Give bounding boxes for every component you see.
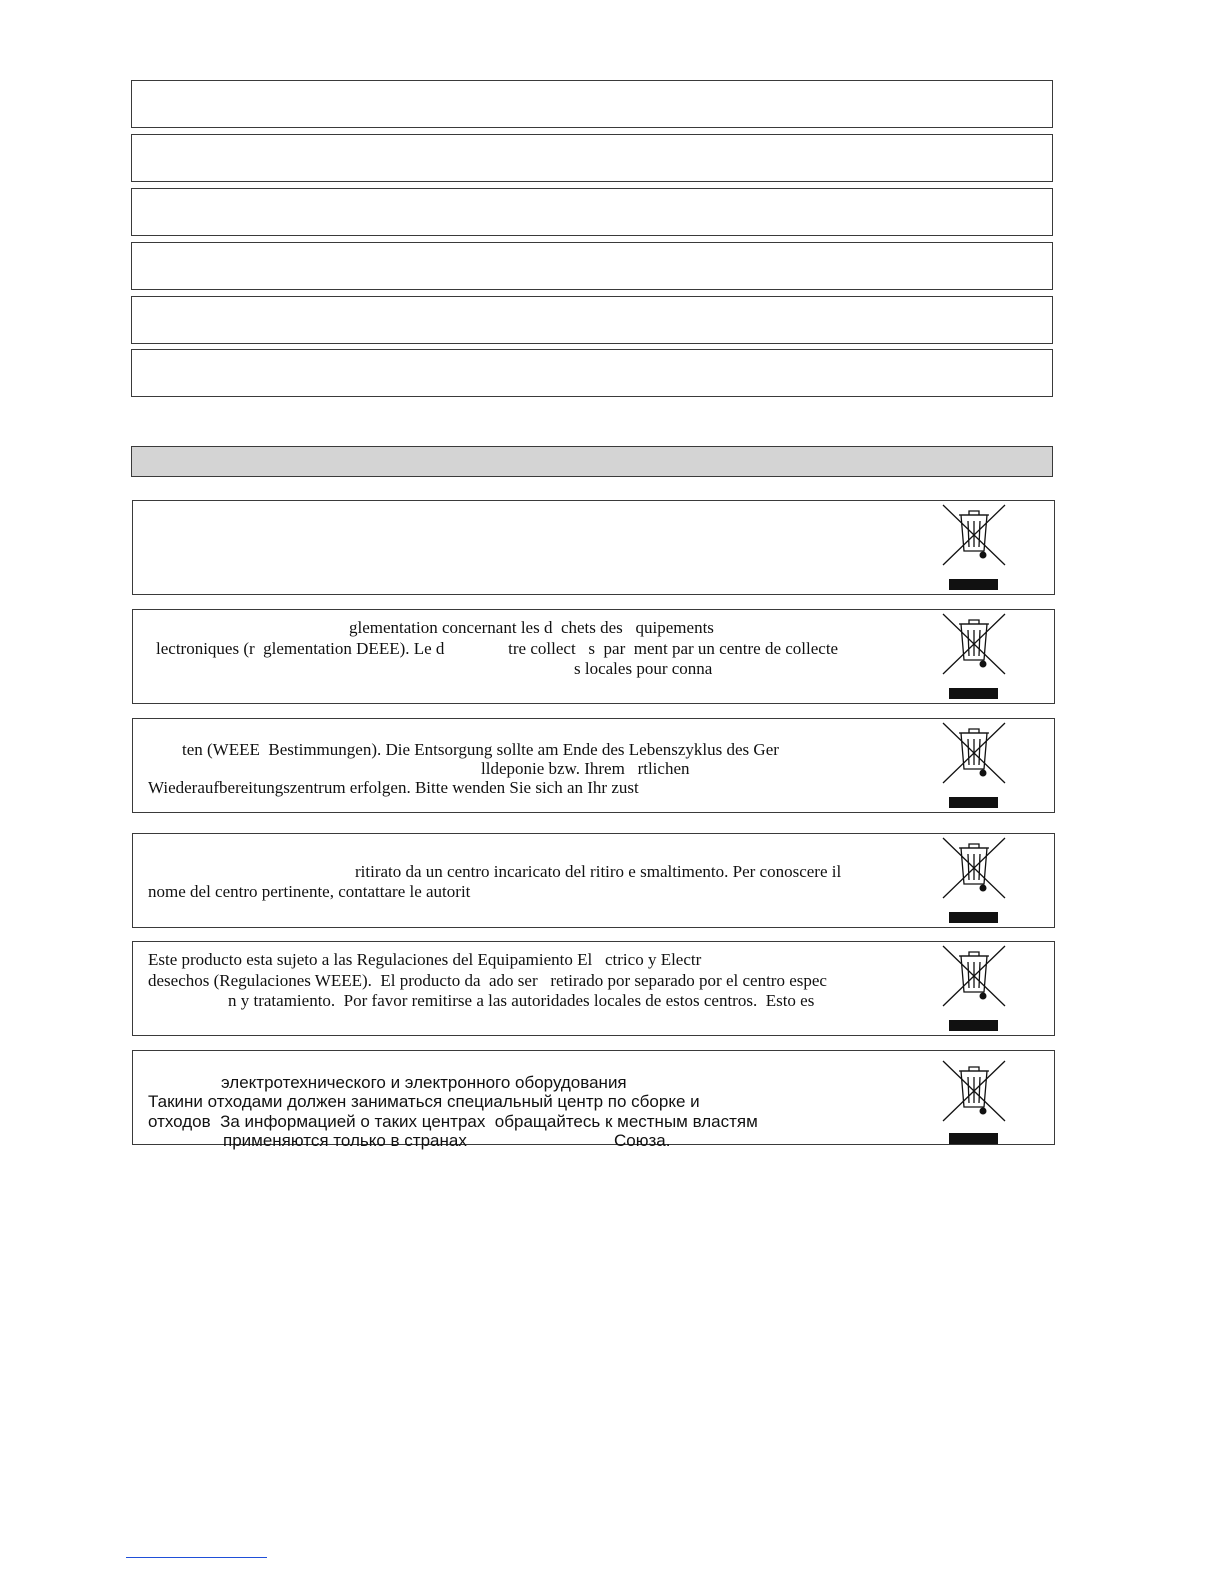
bin-underbar	[949, 1133, 998, 1144]
ru-line-2: Такини отходами должен заниматься специальный центр по сборке и	[148, 1092, 700, 1111]
crossed-out-wheelie-bin-icon	[941, 1059, 1007, 1123]
link-underline[interactable]	[126, 1557, 267, 1558]
bin-underbar	[949, 912, 998, 923]
de-line-3: Wiederaufbereitungszentrum erfolgen. Bitte wenden Sie sich an Ihr zust	[148, 778, 639, 797]
weee-notice-en	[132, 500, 1055, 595]
ru-line-3: отходов За информацией о таких центрах обращайтесь к местным властям	[148, 1112, 758, 1131]
es-line-1: Este producto esta sujeto a las Regulaciones del Equipamiento El ctrico y Electr	[148, 950, 702, 969]
weee-notice-it	[132, 833, 1055, 928]
section-header-bar	[131, 446, 1053, 477]
weee-notice-fr	[132, 609, 1055, 704]
weee-notice-es	[132, 941, 1055, 1036]
empty-box-3	[131, 188, 1053, 236]
bin-underbar	[949, 797, 998, 808]
fr-line-1: glementation concernant les d chets des quipements	[349, 618, 714, 637]
bin-underbar	[949, 1020, 998, 1031]
ru-line-5: Союза.	[614, 1131, 671, 1150]
crossed-out-wheelie-bin-icon	[941, 612, 1007, 676]
crossed-out-wheelie-bin-icon	[941, 721, 1007, 785]
bin-underbar	[949, 688, 998, 699]
crossed-out-wheelie-bin-icon	[941, 836, 1007, 900]
empty-box-5	[131, 296, 1053, 344]
empty-box-4	[131, 242, 1053, 290]
es-line-3: n y tratamiento. Por favor remitirse a las autoridades locales de estos centros. Esto es	[228, 991, 815, 1010]
fr-line-2: lectroniques (r glementation DEEE). Le d tre collect s par ment par un centre de collecte	[156, 639, 839, 658]
it-line-2: nome del centro pertinente, contattare le autorit	[148, 882, 471, 901]
empty-box-1	[131, 80, 1053, 128]
weee-notice-ru	[132, 1050, 1055, 1150]
de-line-1: ten (WEEE Bestimmungen). Die Entsorgung sollte am Ende des Lebenszyklus des Ger	[182, 740, 779, 759]
de-line-2: lldeponie bzw. Ihrem rtlichen	[481, 759, 690, 778]
ru-line-4: применяются только в странах	[223, 1131, 467, 1150]
crossed-out-wheelie-bin-icon	[941, 944, 1007, 1008]
it-line-1: ritirato da un centro incaricato del ritiro e smaltimento. Per conoscere il	[355, 862, 842, 881]
ru-line-1: электротехнического и электронного оборудования	[221, 1073, 627, 1092]
weee-notice-de	[132, 718, 1055, 813]
es-line-2: desechos (Regulaciones WEEE). El producto da ado ser retirado por separado por el centro espec	[148, 971, 827, 990]
bin-underbar	[949, 579, 998, 590]
fr-line-3: s locales pour conna	[574, 659, 713, 678]
empty-box-2	[131, 134, 1053, 182]
empty-box-6	[131, 349, 1053, 397]
crossed-out-wheelie-bin-icon	[941, 503, 1007, 567]
